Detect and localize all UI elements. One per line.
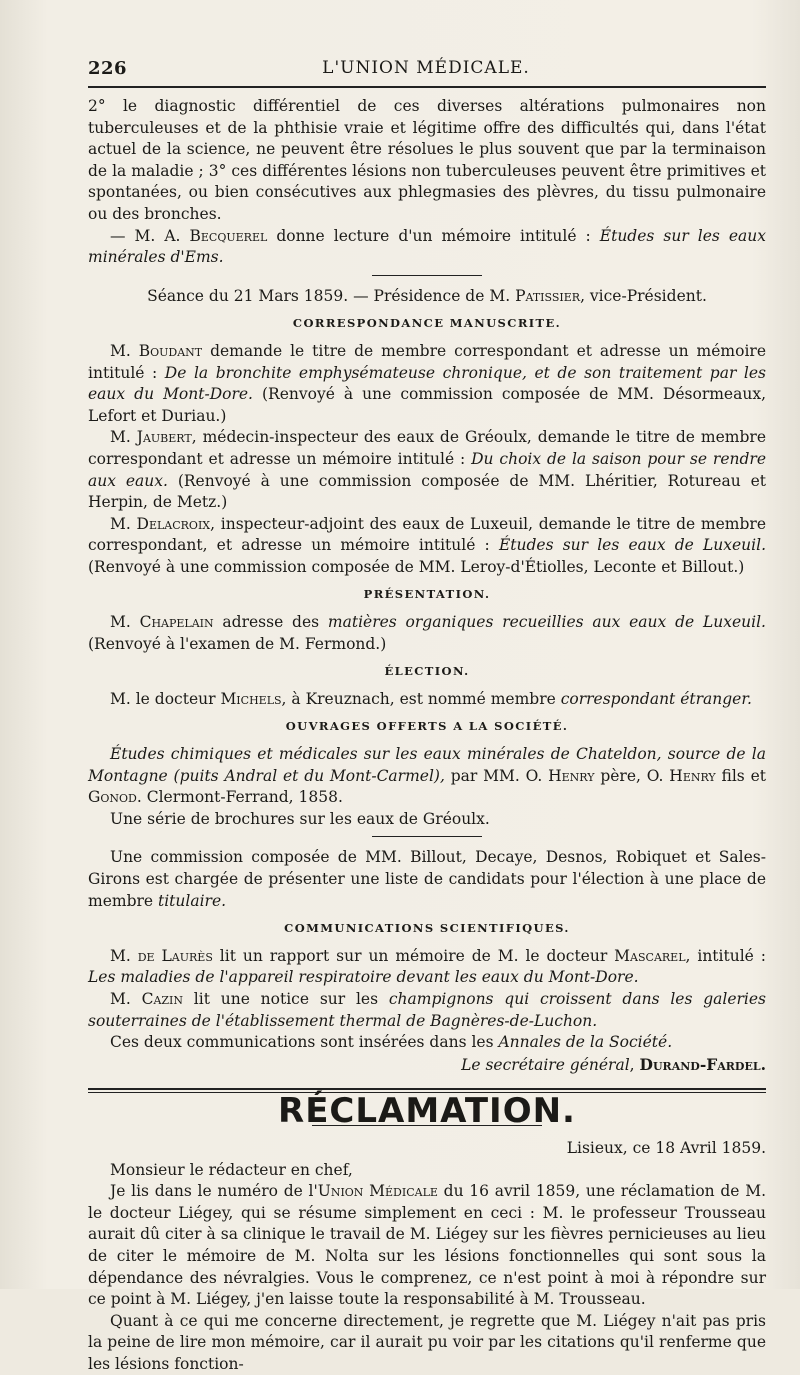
heading-communications: COMMUNICATIONS SCIENTIFIQUES. (284, 921, 570, 936)
annales-paragraph: Ces deux communications sont insérées dans les Annales de la Société. (110, 1033, 673, 1052)
ouvrage-item: Une série de brochures sur les eaux de Gréoulx. (110, 809, 490, 828)
letter-salutation: Monsieur le rédacteur en chef, (110, 1160, 353, 1179)
member-name: Mascarel (614, 946, 686, 965)
book-title: Études chimiques et médicales sur les eaux minérales de Chateldon, source de la Montagne (puits Andral et du Mont-Carmel), (88, 745, 766, 785)
memoir-title: Les maladies de l'appareil respiratoire devant les eaux du Mont-Dore. (88, 968, 639, 987)
article-body (88, 96, 766, 1375)
memoir-title: De la bronchite emphysémateuse chronique, et de son traitement par les eaux du Mont-Dore. (88, 363, 766, 404)
letter-paragraph: Quant à ce qui me concerne directement, je regrette que M. Liégey n'ait pas pris la peine de lire mon mémoire, car il aurait pu voir par les citations qu'il renferme que les lésions fonction- (88, 1311, 766, 1373)
reclamation-title: RÉCLAMATION. (278, 1091, 576, 1132)
heading-ouvrages: OUVRAGES OFFERTS A LA SOCIÉTÉ. (285, 719, 569, 734)
journal-name: Union Médicale (317, 1182, 438, 1201)
member-name: Cazin (141, 989, 184, 1008)
author-name: Gonod (88, 788, 137, 807)
memoir-title: Du choix de la saison pour se rendre aux eaux. (88, 449, 766, 490)
presentation-item: M. Chapelain adresse des matières organiques recueillies aux eaux de Luxeuil. (Renvoyé à l'examen de M. Fermond.) (88, 613, 766, 653)
seance-line: Séance du 21 Mars 1859. — Présidence de M. Patissier, vice-Président. (147, 286, 707, 305)
journal-title: L'UNION MÉDICALE. (322, 58, 530, 78)
paragraph-becquerel: — M. A. Becquerel donne lecture d'un mémoire intitulé : Études sur les eaux minérales d'Ems. (88, 226, 767, 267)
corr-item: M. Jaubert, médecin-inspecteur des eaux de Gréoulx, demande le titre de membre correspondant et adresse un mémoire intitulé : Du choix de la saison pour se rendre aux eaux. (Renvoyé à une commission composée de MM. Lhéritier, Rotureau et Herpin, de Metz.) (88, 428, 766, 512)
memoir-title: champignons qui croissent dans les galeries souterraines de l'établissement thermal de Bagnères-de-Luchon. (88, 989, 766, 1030)
memoir-title: matières organiques recueillies aux eaux de Luxeuil. (327, 613, 766, 632)
member-name: Michels (220, 689, 282, 708)
corr-item: M. Boudant demande le titre de membre correspondant et adresse un mémoire intitulé : De la bronchite emphysémateuse chronique, et de son traitement par les eaux du Mont-Dore. (Renvoyé à une commission composée de MM. Désormeaux, Lefort et Duriau.) (88, 341, 766, 425)
heading-election: ÉLECTION. (384, 664, 470, 679)
heading-presentation: PRÉSENTATION. (363, 587, 491, 602)
page-header (88, 58, 764, 86)
member-name: de Laurès (137, 946, 213, 965)
paragraph-diagnostic: 2° le diagnostic différentiel de ces diverses altérations pulmonaires non tuberculeuses et de la phthisie vraie et légitime offre des difficultés qui, dans l'état actuel de la science, ne peuvent être résolues le plus souvent que par la terminaison de la maladie ; 3° ces différentes lésions non tuberculeuses peuvent être primitives et spontanées, ou bien consécutives aux phlegmasies des plèvres, du tissu pulmonaire ou des bronches. (88, 97, 766, 223)
member-name: Jaubert (136, 428, 192, 447)
member-name: Chapelain (139, 613, 214, 632)
memoir-title: Études sur les eaux de Luxeuil. (498, 536, 767, 555)
header-rule (88, 86, 766, 88)
commission-paragraph: Une commission composée de MM. Billout, Decaye, Desnos, Robiquet et Sales-Girons est chargée de présenter une liste de candidats pour l'élection à une place de membre titulaire. (88, 848, 766, 910)
author-name: Henry (548, 766, 595, 785)
letter-place-date: Lisieux, ce 18 Avril 1859. (566, 1138, 766, 1157)
president-name: Patissier (515, 286, 581, 305)
member-name: Boudant (138, 341, 203, 360)
corr-item: M. Delacroix, inspecteur-adjoint des eaux de Luxeuil, demande le titre de membre correspondant, et adresse un mémoire intitulé : Études sur les eaux de Luxeuil. (Renvoyé à une commission composée de MM. Leroy-d'Étiolles, Leconte et Billout.) (88, 514, 767, 576)
communication-item: M. Cazin lit une notice sur les champignons qui croissent dans les galeries souterraines de l'établissement thermal de Bagnères-de-Luchon. (88, 989, 766, 1030)
author-name: Henry (669, 766, 716, 785)
heading-correspondance: CORRESPONDANCE MANUSCRITE. (292, 316, 562, 331)
membership-type: correspondant étranger. (560, 689, 752, 708)
section-divider (372, 275, 482, 276)
memoir-title: Études sur les eaux minérales d'Ems. (88, 226, 767, 267)
ouvrage-item: Études chimiques et médicales sur les eaux minérales de Chateldon, source de la Montagne (puits Andral et du Mont-Carmel), par MM. O. Henry père, O. Henry fils et Gonod. Clermont-Ferrand, 1858. (88, 745, 766, 807)
letter-paragraph: Je lis dans le numéro de l'Union Médicale du 16 avril 1859, une réclamation de M. le docteur Liégey, qui se résume simplement en ceci : M. le professeur Trousseau aurait dû citer à sa clinique le travail de M. Liégey sur les fièvres pernicieuses au lieu de citer le mémoire de M. Nolta sur les lésions fonctionnelles qui sont sous la dépendance des névralgies. Vous le comprenez, ce n'est point à moi à répondre sur ce point à M. Liégey, j'en laisse toute la responsabilité à M. Trousseau. (88, 1182, 766, 1309)
member-name: Delacroix (136, 514, 211, 533)
section-divider (372, 836, 482, 837)
author-name: Becquerel (189, 226, 268, 245)
election-item: M. le docteur Michels, à Kreuznach, est nommé membre correspondant étranger. (110, 689, 752, 708)
signature: Le secrétaire général, Durand-Fardel. (461, 1054, 766, 1074)
communication-item: M. de Laurès lit un rapport sur un mémoire de M. le docteur Mascarel, intitulé : Les maladies de l'appareil respiratoire devant les eaux du Mont-Dore. (88, 946, 766, 987)
page-number: 226 (88, 58, 128, 79)
